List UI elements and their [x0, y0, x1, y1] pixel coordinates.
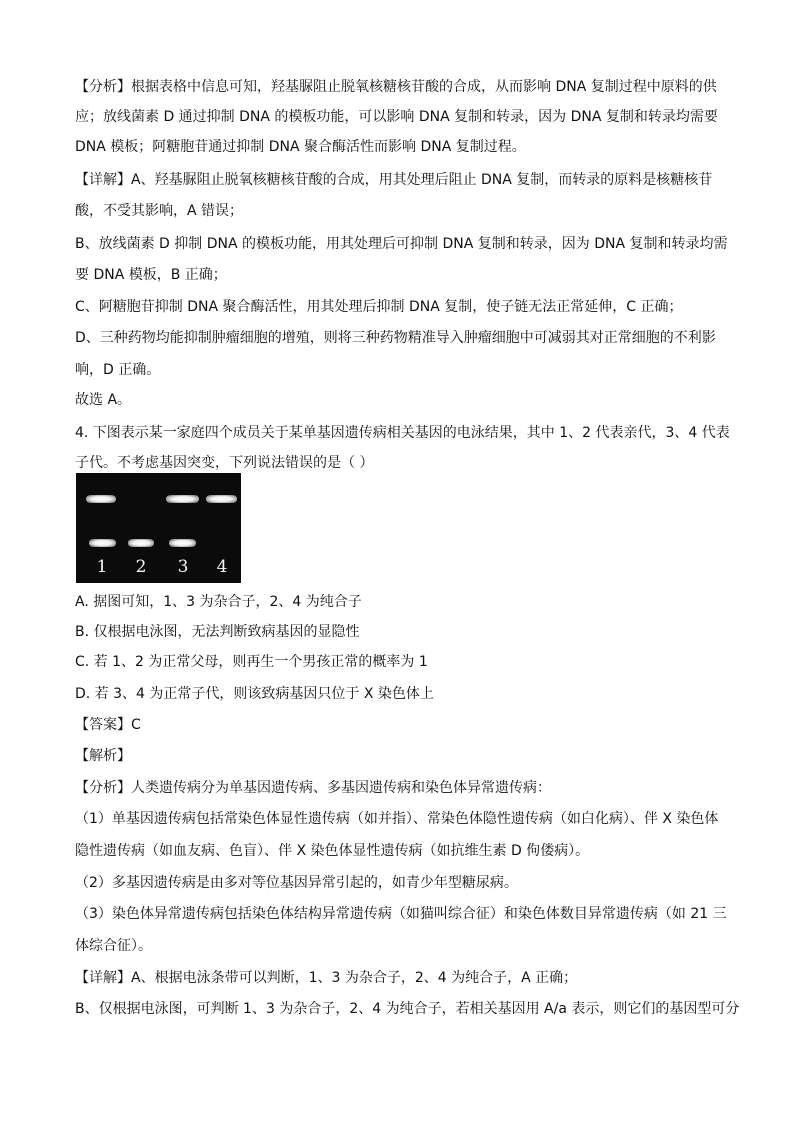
lane-2-lower-band	[128, 539, 154, 547]
option-a: A. 据图可知，1、3 为杂合子，2、4 为纯合子	[75, 594, 362, 610]
type1-line-2: 隐性遗传病（如血友病、色盲）、伴 X 染色体显性遗传病（如抗维生素 D 佝偻病）。	[75, 843, 590, 859]
analysis-line-2: 应；放线菌素 D 通过抑制 DNA 的模板功能，可以影响 DNA 复制和转录，因为 DNA 复制和转录均需要	[75, 109, 718, 125]
analysis-line-3: DNA 模板；阿糖胞苷通过抑制 DNA 聚合酶活性而影响 DNA 复制过程。	[75, 139, 526, 155]
detail-b-line-1: B、放线菌素 D 抑制 DNA 的模板功能，用其处理后可抑制 DNA 复制和转录，因为 DNA 复制和转录均需	[75, 236, 728, 252]
lane-4-upper-band	[206, 495, 237, 503]
detail-b-line-2: 要 DNA 模板，B 正确；	[75, 267, 227, 283]
question-4-line-2: 子代。不考虑基因突变，下列说法错误的是（ ）	[75, 455, 374, 471]
detail-d-line-2: 响，D 正确。	[75, 362, 161, 378]
question-4-line-1: 4. 下图表示某一家庭四个成员关于某单基因遗传病相关基因的电泳结果，其中 1、2 代表亲代，3、4 代表	[75, 425, 730, 441]
explanation-heading: 【解析】	[75, 748, 131, 764]
detail2-b-line: B、仅根据电泳图，可判断 1、3 为杂合子，2、4 为纯合子，若相关基因用 A/a 表示，则它们的基因型可分	[75, 1001, 740, 1017]
detail-line-2: 酸，不受其影响，A 错误；	[75, 203, 244, 219]
lane-3-lower-band	[169, 539, 196, 547]
lane-label-2: 2	[135, 557, 147, 577]
detail-line-1: 【详解】A、羟基脲阻止脱氧核糖核苷酸的合成，用其处理后阻止 DNA 复制，而转录的原料是核糖核苷	[75, 172, 713, 188]
analysis2-line: 【分析】人类遗传病分为单基因遗传病、多基因遗传病和染色体异常遗传病：	[75, 780, 551, 796]
lane-1-lower-band	[89, 539, 116, 547]
detail-c-line: C、阿糖胞苷抑制 DNA 聚合酶活性，用其处理后抑制 DNA 复制，使子链无法正常延伸，C 正确；	[75, 299, 683, 315]
electrophoresis-gel-figure	[76, 473, 241, 583]
lane-3-upper-band	[166, 495, 199, 503]
lane-1-upper-band	[86, 495, 116, 503]
type1-line-1: （1）单基因遗传病包括常染色体显性遗传病（如并指）、常染色体隐性遗传病（如白化病）、伴 X 染色体	[75, 811, 719, 827]
choice-line: 故选 A。	[75, 392, 132, 408]
lane-label-1: 1	[96, 557, 108, 577]
detail2-a-line: 【详解】A、根据电泳条带可以判断，1、3 为杂合子，2、4 为纯合子，A 正确；	[75, 970, 578, 986]
answer-line: 【答案】C	[75, 717, 141, 733]
option-b: B. 仅根据电泳图，无法判断致病基因的显隐性	[75, 624, 360, 640]
type3-line-2: 体综合征）。	[75, 938, 152, 954]
type2-line: （2）多基因遗传病是由多对等位基因异常引起的，如青少年型糖尿病。	[75, 875, 518, 891]
option-c: C. 若 1、2 为正常父母，则再生一个男孩正常的概率为 1	[75, 654, 428, 670]
lane-label-3: 3	[177, 557, 189, 577]
analysis-line-1: 【分析】根据表格中信息可知，羟基脲阻止脱氧核糖核苷酸的合成，从而影响 DNA 复制过程中原料的供	[75, 79, 717, 95]
lane-label-4: 4	[216, 557, 228, 577]
type3-line-1: （3）染色体异常遗传病包括染色体结构异常遗传病（如猫叫综合征）和染色体数目异常遗传病（如 21 三	[75, 906, 727, 922]
option-d: D. 若 3、4 为正常子代，则该致病基因只位于 X 染色体上	[75, 686, 434, 702]
detail-d-line-1: D、三种药物均能抑制肿瘤细胞的增殖，则将三种药物精准导入肿瘤细胞中可减弱其对正常细胞的不利影	[75, 330, 716, 346]
